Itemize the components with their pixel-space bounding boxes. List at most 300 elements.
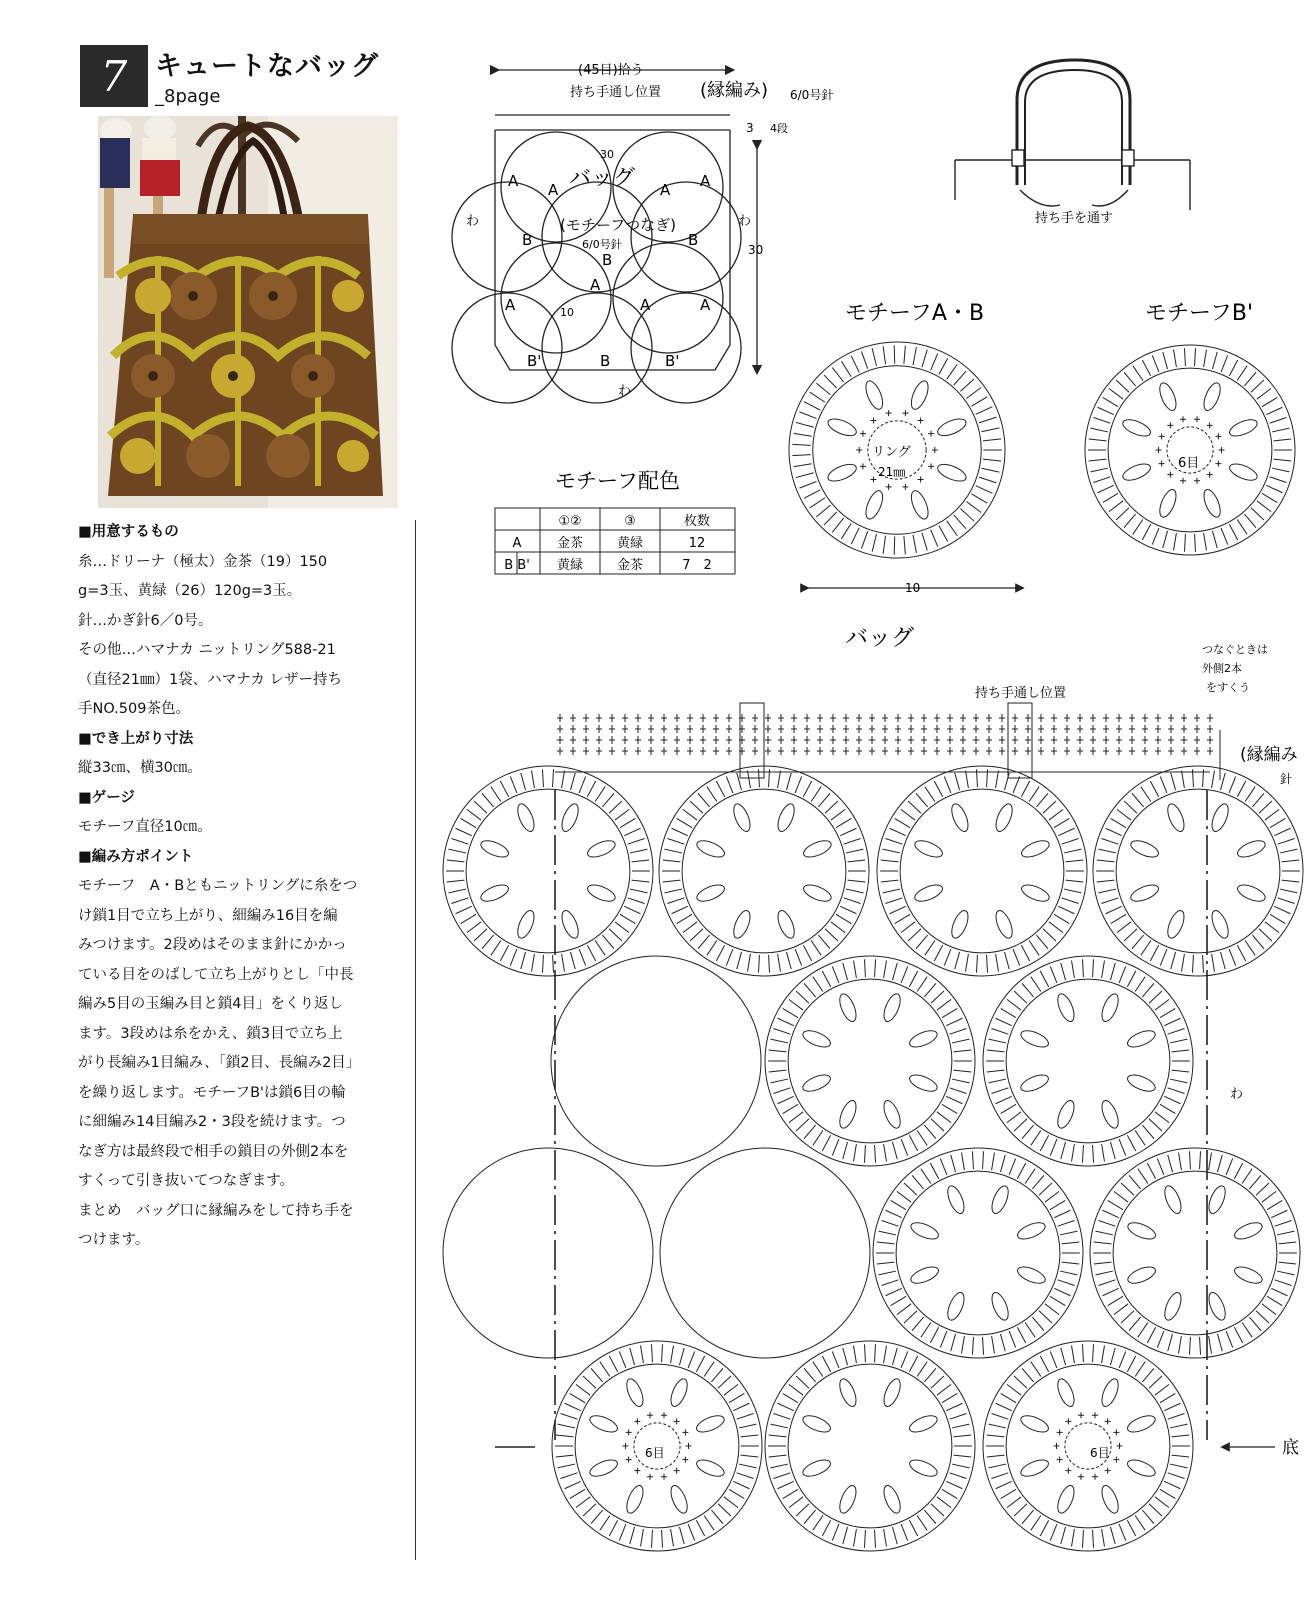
motif-inner-ring <box>682 789 846 953</box>
motif-stitch <box>786 952 791 969</box>
motif-stitch <box>1220 952 1225 969</box>
motif-stitch <box>1124 801 1137 813</box>
border-stitch <box>1012 725 1018 733</box>
motif-stitch <box>954 1050 972 1052</box>
border-stitch <box>882 747 888 755</box>
motif-stitch <box>609 929 622 941</box>
motif-stitch <box>1094 1242 1112 1244</box>
motif-puff-stitch <box>836 1377 859 1409</box>
border-stitch <box>817 736 823 744</box>
motif-stitch <box>591 1368 603 1382</box>
border-stitch <box>1142 747 1148 755</box>
motif-outer-ring <box>1085 345 1295 555</box>
gauge-heading: ■ゲージ <box>78 789 135 806</box>
motif-stitch <box>595 941 605 956</box>
motif-puff-stitch <box>908 379 932 412</box>
motif-stitch <box>1149 1119 1162 1131</box>
motif-stitch <box>1072 1345 1075 1363</box>
motif <box>1093 766 1303 976</box>
border-stitch <box>1090 736 1096 744</box>
motif-stitch <box>1164 1018 1180 1025</box>
border-stitch <box>830 736 836 744</box>
motif-sc-stitch <box>1180 478 1186 484</box>
motif-stitch <box>1045 1191 1059 1202</box>
motif-stitch <box>1009 1158 1016 1175</box>
border-stitch <box>1129 736 1135 744</box>
motif-stitch <box>1109 388 1123 399</box>
motif-stitch <box>690 929 703 941</box>
finish-line: まとめ バッグ口に縁編みをして持ち手を <box>78 1202 354 1219</box>
schematic-motif-label: B <box>688 231 699 249</box>
motif-stitch <box>851 356 859 373</box>
motif-puff-stitch <box>585 882 617 905</box>
motif-puff-stitch <box>1164 908 1187 940</box>
motif-stitch <box>992 1336 995 1354</box>
motif-stitch <box>803 945 811 961</box>
points-line: を繰り返します。モチーフB'は鎖6目の輪 <box>78 1084 346 1101</box>
motif-sc-stitch <box>1105 1468 1111 1474</box>
motif-stitch <box>1058 828 1074 835</box>
motif-stitch <box>1265 922 1279 933</box>
motif-stitch <box>996 954 999 972</box>
handle-diagram <box>955 60 1190 210</box>
border-stitch <box>1142 714 1148 722</box>
schematic-join-hook: 6/0号針 <box>582 238 622 251</box>
handle-diagram-label: 持ち手を通す <box>1035 211 1114 226</box>
schematic-motif <box>501 243 611 353</box>
motif-stitch <box>671 1345 674 1363</box>
motif-outer-ring <box>1090 1148 1300 1358</box>
motif-stitch <box>1064 889 1081 893</box>
motif-stitch <box>931 1376 944 1388</box>
motif-stitch <box>1127 1520 1135 1536</box>
motif-stitch <box>690 801 703 813</box>
motif-stitch <box>1103 1210 1119 1217</box>
motif-stitch <box>991 1473 1008 1479</box>
motif-stitch <box>1221 355 1228 372</box>
motif-inner-ring <box>1006 1364 1170 1528</box>
motif-stitch <box>769 1455 787 1457</box>
motif-stitch <box>1160 1393 1175 1402</box>
border-stitch <box>713 725 719 733</box>
border-stitch <box>830 714 836 722</box>
motif-stitch <box>579 776 586 793</box>
motif-stitch <box>981 468 999 472</box>
motif-stitch <box>1135 977 1145 992</box>
motif-stitch <box>892 963 897 980</box>
color-table-cell: 金茶 <box>556 536 584 551</box>
motif-stitch <box>792 455 810 456</box>
motif-stitch <box>1252 935 1264 949</box>
motif-stitch <box>1149 1504 1162 1516</box>
border-stitch <box>1129 747 1135 755</box>
motif-stitch <box>602 935 614 949</box>
motif-stitch <box>924 983 936 997</box>
border-stitch <box>1051 725 1057 733</box>
motif <box>659 766 869 976</box>
border-stitch <box>1155 736 1161 744</box>
motif-stitch <box>1103 493 1118 502</box>
motif-stitch <box>576 1384 590 1395</box>
motif-stitch <box>1022 1125 1034 1139</box>
schematic-join-label: (モチーフつなぎ) <box>560 216 676 234</box>
motif-stitch <box>1108 1200 1123 1209</box>
motif-stitch <box>600 1516 610 1531</box>
border-stitch <box>674 736 680 744</box>
motif-stitch <box>724 1497 738 1508</box>
motif-stitch <box>1142 1510 1154 1524</box>
motif-stitch <box>1282 880 1300 882</box>
border-stitch <box>947 736 953 744</box>
motif-stitch <box>832 1351 839 1368</box>
motif-puff-stitch <box>993 802 1016 834</box>
motif-stitch <box>881 1280 898 1286</box>
motif-inner-ring <box>896 1171 1060 1335</box>
motif-stitch <box>799 481 816 488</box>
motif-stitch <box>1182 954 1185 972</box>
border-stitch <box>895 736 901 744</box>
motif-stitch <box>804 983 816 997</box>
border-stitch <box>622 736 628 744</box>
motif-stitch <box>1093 1145 1094 1163</box>
motif-stitch <box>1229 524 1237 540</box>
motif-stitch <box>909 1520 917 1536</box>
border-stitch <box>1025 725 1031 733</box>
motif-stitch <box>1204 533 1207 551</box>
motif-stitch <box>558 1464 575 1468</box>
border-stitch <box>687 736 693 744</box>
motif-puff-stitch <box>1099 1483 1122 1515</box>
motif-stitch <box>922 533 927 551</box>
motif-stitch <box>954 515 966 529</box>
motif-stitch <box>1094 1262 1112 1264</box>
motif-stitch <box>1229 776 1236 793</box>
motif-stitch <box>1039 1311 1052 1323</box>
motif-stitch <box>904 1311 917 1323</box>
schematic-motif-label: A <box>548 181 559 199</box>
motif-stitch <box>1245 941 1255 956</box>
motif-puff-stitch <box>695 882 727 905</box>
motif-puff-stitch <box>1227 416 1259 439</box>
motif-stitch <box>1278 838 1295 844</box>
motif-stitch <box>832 1524 839 1541</box>
points-line: みつけます。2段めはそのまま針にかかっ <box>78 937 347 953</box>
motif-stitch <box>840 906 856 913</box>
motif-stitch <box>1147 1327 1155 1343</box>
border-stitch <box>934 714 940 722</box>
schematic-motif-label: B' <box>527 352 542 370</box>
motif-stitch <box>1237 781 1245 797</box>
motif-stitch <box>1040 1520 1048 1536</box>
motif-stitch <box>822 1520 830 1536</box>
motif-outer-ring <box>877 766 1087 976</box>
motif-stitch <box>843 1527 848 1544</box>
motif-stitch <box>449 889 466 893</box>
motif-puff-stitch <box>1235 837 1267 860</box>
motif-stitch <box>1179 1336 1182 1354</box>
color-table-cell: 金茶 <box>616 558 644 573</box>
border-stitch <box>583 714 589 722</box>
motif-stitch <box>1001 1008 1016 1017</box>
motif-puff-stitch <box>907 1072 939 1095</box>
border-stitch <box>635 714 641 722</box>
border-stitch <box>1129 725 1135 733</box>
motif-stitch <box>939 526 948 542</box>
motif-stitch <box>879 1231 896 1235</box>
motif-stitch <box>556 1435 574 1437</box>
points-line: すくって引き抜いてつなぎます。 <box>78 1173 295 1189</box>
color-table-cell: A <box>512 536 522 551</box>
motif-sc-stitch <box>1078 1412 1084 1418</box>
motif-stitch <box>931 530 938 547</box>
motif-stitch <box>925 941 935 956</box>
border-stitch <box>869 714 875 722</box>
border-stitch <box>609 725 615 733</box>
motif-stitch <box>726 776 733 793</box>
motif-stitch <box>651 1530 652 1548</box>
motif-puff-stitch <box>1099 992 1122 1024</box>
motif-puff-stitch <box>1161 1290 1184 1322</box>
motif-stitch <box>818 935 830 949</box>
motif-stitch <box>665 889 682 893</box>
bag-motif-outline <box>660 1148 870 1358</box>
motif-stitch <box>996 1481 1012 1488</box>
motif-stitch <box>854 1144 857 1162</box>
border-stitch <box>726 725 732 733</box>
motif-sc-stitch <box>1092 1412 1098 1418</box>
motif-stitch <box>901 1139 908 1156</box>
border-stitch <box>700 747 706 755</box>
motif-stitch <box>783 1489 798 1498</box>
motif-stitch <box>1182 770 1185 788</box>
schematic-motif <box>631 182 741 292</box>
motif-puff-stitch <box>948 908 971 940</box>
motif-stitch <box>1111 914 1126 923</box>
motif-sc-stitch <box>1113 1429 1119 1435</box>
motif-stitch <box>864 959 865 977</box>
border-stitch <box>869 747 875 755</box>
motif-stitch <box>930 1327 938 1343</box>
motif-sc-stitch <box>928 431 934 437</box>
motif-stitch <box>632 880 650 882</box>
motif-stitch <box>954 1435 972 1437</box>
motif-stitch <box>804 490 820 498</box>
motif-stitch <box>1021 945 1029 961</box>
border-stitch <box>713 714 719 722</box>
motif-stitch <box>942 1008 957 1017</box>
motif-stitch <box>883 849 900 853</box>
motif-stitch <box>1031 1362 1041 1377</box>
motif-sc-stitch <box>623 1443 629 1449</box>
border-stitch <box>973 736 979 744</box>
motif <box>443 766 653 976</box>
motif-stitch <box>1234 1327 1242 1343</box>
motif-stitch <box>960 509 973 521</box>
motif-stitch <box>1045 1304 1059 1315</box>
motif-stitch <box>1054 1288 1070 1295</box>
motif-stitch <box>1072 1529 1075 1547</box>
border-stitch <box>1051 747 1057 755</box>
motif-stitch <box>1257 501 1271 512</box>
motif-stitch <box>696 1520 704 1536</box>
border-stitch <box>661 736 667 744</box>
border-stitch <box>1155 725 1161 733</box>
motif-stitch <box>510 949 517 966</box>
motif-stitch <box>1274 459 1292 461</box>
motif-stitch <box>1013 949 1020 966</box>
motif-stitch <box>1127 971 1135 987</box>
border-stitch <box>674 714 680 722</box>
border-stitch <box>700 725 706 733</box>
motif-stitch <box>630 1527 635 1544</box>
motif-stitch <box>1237 366 1247 381</box>
motif-stitch <box>996 1403 1012 1410</box>
motif-puff-stitch <box>1227 461 1259 484</box>
motif-stitch <box>553 955 554 973</box>
border-stitch <box>869 736 875 744</box>
border-stitch <box>596 714 602 722</box>
motif-stitch <box>651 1344 652 1362</box>
motif-stitch <box>875 1344 876 1362</box>
motif-outer-ring <box>1093 766 1303 976</box>
motif-stitch <box>1022 1368 1034 1382</box>
motif-stitch <box>1117 922 1131 933</box>
motif-stitch <box>683 922 697 933</box>
motif-stitch <box>576 1497 590 1508</box>
motif-stitch <box>996 770 999 788</box>
motif-puff-stitch <box>1019 1072 1051 1095</box>
motif-stitch <box>1152 528 1159 545</box>
motif-stitch <box>1099 849 1116 853</box>
motif-stitch <box>570 1489 585 1498</box>
motif-stitch <box>1267 1296 1282 1305</box>
motif-stitch <box>737 773 742 790</box>
motif-stitch <box>946 1403 962 1410</box>
motif-stitch <box>1237 520 1247 535</box>
motif-puff-stitch <box>1235 882 1267 905</box>
motif-stitch <box>1229 949 1236 966</box>
motif-stitch <box>737 952 742 969</box>
border-stitch <box>596 736 602 744</box>
motif-stitch <box>1062 898 1079 904</box>
motif-stitch <box>1184 348 1185 366</box>
motif-stitch <box>521 773 526 790</box>
border-stitch <box>856 736 862 744</box>
border-stitch <box>583 725 589 733</box>
motif-stitch <box>665 849 682 853</box>
motif-ab-title: モチーフA・B <box>845 301 985 326</box>
schematic-motif-label: B <box>522 231 533 249</box>
motif-stitch <box>615 809 629 820</box>
color-table-cell: 黄緑 <box>556 558 584 573</box>
motif-stitch <box>1270 417 1287 423</box>
motif-stitch <box>628 898 645 904</box>
motif-stitch <box>931 1504 944 1516</box>
motif-stitch <box>972 1337 973 1355</box>
motif-stitch <box>1049 809 1063 820</box>
motif-stitch <box>1195 348 1196 366</box>
motif-stitch <box>733 1481 749 1488</box>
motif-stitch <box>1021 781 1029 797</box>
motif-stitch <box>1061 963 1066 980</box>
schematic-border: (縁編み) <box>700 80 769 101</box>
motif-stitch <box>510 776 517 793</box>
motif-stitch <box>832 966 839 983</box>
motif-stitch <box>1098 1280 1115 1286</box>
motif-puff-stitch <box>907 1457 939 1480</box>
border-stitch <box>622 714 628 722</box>
motif-stitch <box>891 1200 906 1209</box>
motif-puff-stitch <box>907 1412 939 1435</box>
motif-stitch <box>758 955 759 973</box>
motif-stitch <box>892 1142 897 1159</box>
motif-sc-stitch <box>647 1474 653 1480</box>
motif-stitch <box>1017 1327 1025 1343</box>
motif-stitch <box>1168 1413 1185 1419</box>
motif-stitch <box>942 1393 957 1402</box>
motif-stitch <box>955 773 960 790</box>
border-stitch <box>687 714 693 722</box>
motif-stitch <box>1058 906 1074 913</box>
motif <box>1090 1148 1300 1358</box>
border-stitch <box>648 747 654 755</box>
border-stitch <box>908 747 914 755</box>
motif-stitch <box>1142 983 1154 997</box>
border-stitch <box>765 736 771 744</box>
motif-stitch <box>1249 1175 1261 1189</box>
border-stitch <box>882 736 888 744</box>
motif-stitch <box>950 1028 967 1034</box>
border-stitch <box>557 736 563 744</box>
motif-sc-stitch <box>1159 433 1165 439</box>
schematic-motif-label: A <box>508 172 519 190</box>
border-stitch <box>1038 747 1044 755</box>
materials-line: （直径21㎜）1袋、ハマナカ レザー持ち <box>78 671 342 688</box>
motif-stitch <box>966 502 981 513</box>
motif-stitch <box>1229 360 1237 376</box>
motif-stitch <box>950 1473 967 1479</box>
motif-stitch <box>500 781 508 797</box>
motif-stitch <box>1025 1323 1035 1338</box>
motif-stitch <box>979 417 996 423</box>
motif-stitch <box>1133 520 1143 535</box>
border-stitch <box>804 747 810 755</box>
motif-stitch <box>1272 428 1289 432</box>
motif-stitch <box>913 535 916 553</box>
motif-stitch <box>565 1403 581 1410</box>
motif-stitch <box>922 350 927 368</box>
motif-stitch <box>937 999 951 1010</box>
motif-stitch <box>885 898 902 904</box>
motif-puff-stitch <box>1099 1098 1122 1130</box>
color-table-title: モチーフ配色 <box>555 469 680 493</box>
border-stitch <box>635 725 641 733</box>
motif-stitch <box>1277 1271 1294 1275</box>
motif-stitch <box>1259 801 1272 813</box>
motif-stitch <box>848 880 866 882</box>
motif-stitch <box>950 1413 967 1419</box>
motif-stitch <box>1000 1155 1005 1172</box>
motif-stitch <box>1212 352 1217 369</box>
motif-stitch <box>1168 1473 1185 1479</box>
border-stitch <box>1064 747 1070 755</box>
motif-stitch <box>1007 1112 1021 1123</box>
motif-puff-stitch <box>944 1290 967 1322</box>
border-stitch <box>986 747 992 755</box>
motif-stitch <box>1119 1351 1126 1368</box>
motif-stitch <box>1099 889 1116 893</box>
motif-stitch <box>1270 818 1285 827</box>
